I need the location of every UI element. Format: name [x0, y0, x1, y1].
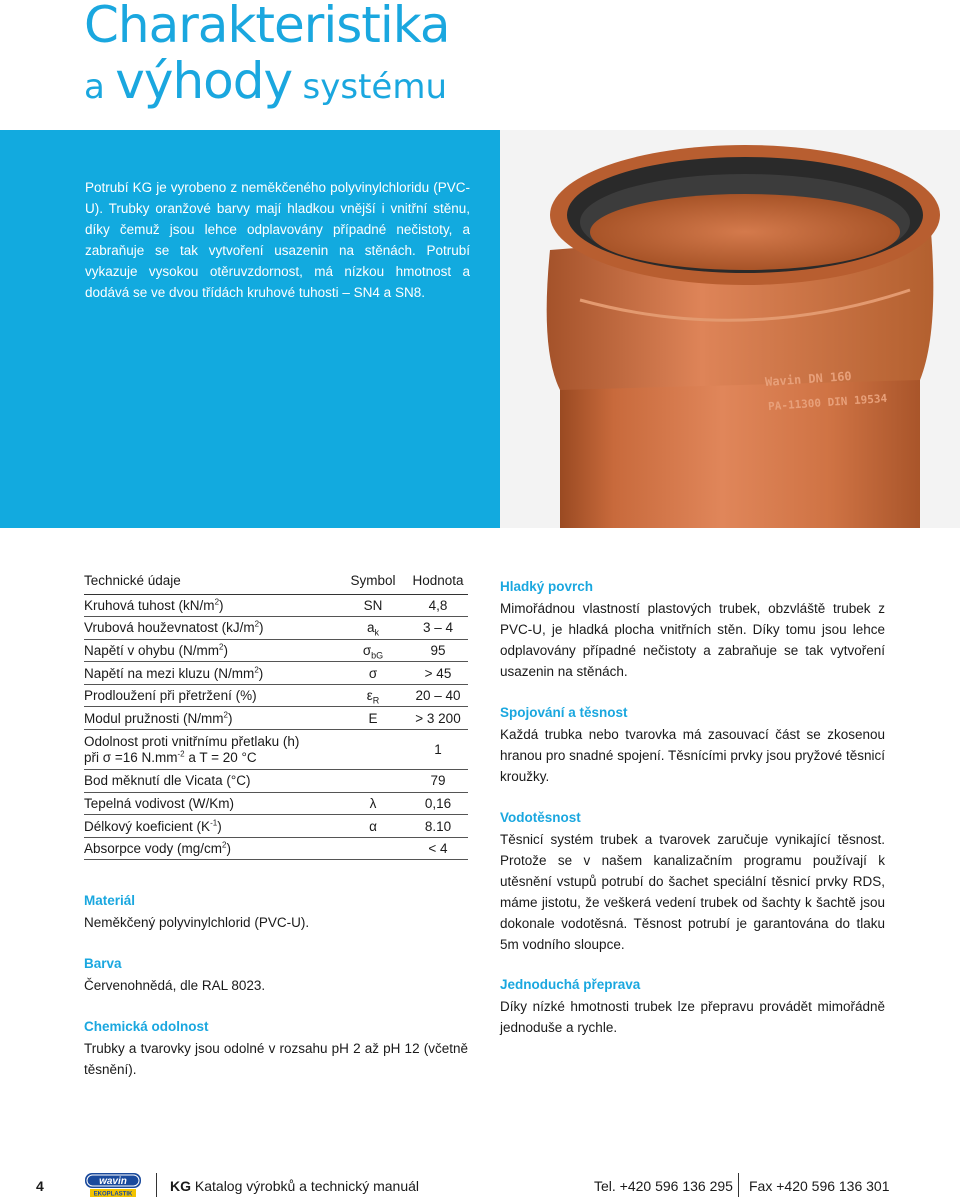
- section-heading: Chemická odolnost: [84, 1019, 209, 1034]
- footer-fax: Fax +420 596 136 301: [749, 1178, 890, 1194]
- table-row: [84, 730, 468, 770]
- table-row: [84, 815, 468, 838]
- table-row: [84, 662, 468, 685]
- header-symbol: Symbol: [338, 572, 408, 594]
- row-symbol: [338, 770, 408, 793]
- row-symbol: $\varepsilon_R$: [338, 684, 408, 707]
- footer-divider: [156, 1173, 157, 1197]
- row-name: Napětí na mezi kluzu $(N/mm^2)$: [84, 662, 338, 685]
- row-name: Napětí v ohybu $(N/mm^2)$: [84, 639, 338, 662]
- title-line-1: Charakteristika: [84, 0, 450, 54]
- section-heading: Vodotěsnost: [500, 810, 581, 825]
- row-value: > 45: [408, 662, 468, 685]
- table-row: [84, 684, 468, 707]
- row-symbol: SN: [338, 594, 408, 617]
- footer-phone: Tel. +420 596 136 295: [594, 1178, 733, 1194]
- row-value: 95: [408, 639, 468, 662]
- catalog-title: [170, 1178, 419, 1194]
- footer-divider: [738, 1173, 739, 1197]
- row-value: 79: [408, 770, 468, 793]
- section-text: Každá trubka nebo tvarovka má zasouvací část se zkosenou hranou pro snadné spojení. Těsnícími prvky jsou pryžové těsnicí kroužky.: [500, 727, 885, 784]
- row-value: 1: [408, 730, 468, 770]
- section-transport: [500, 975, 885, 1038]
- header-value: Hodnota: [408, 572, 468, 594]
- table-row: [84, 837, 468, 860]
- row-value: > 3 200: [408, 707, 468, 730]
- row-name: Kruhová tuhost $(kN/m^2)$: [84, 594, 338, 617]
- table-row: [84, 617, 468, 640]
- technical-data-table: [84, 572, 468, 860]
- title-word-systemu: systému: [302, 67, 448, 107]
- section-text: Díky nízké hmotnosti trubek lze přepravu provádět mimořádně jednoduše a rychle.: [500, 999, 885, 1035]
- row-symbol: $\sigma_{bG}$: [338, 639, 408, 662]
- row-name: Délkový koeficient $(K^{-1})$: [84, 815, 338, 838]
- catalog-title-bold: KG: [170, 1178, 191, 1194]
- title-word-a: a: [84, 67, 105, 107]
- row-name: Absorpce vody $(mg/cm^2)$: [84, 837, 338, 860]
- page-number: 4: [36, 1178, 44, 1194]
- title-line-2: [84, 52, 449, 110]
- page-title: [84, 0, 450, 110]
- row-name: Odolnost proti vnitřnímu přetlaku (h) při σ =16 $N.mm^{-2}$ a T = 20 °C: [84, 730, 338, 770]
- logo-wavin-text: wavin: [99, 1176, 127, 1187]
- section-text: Těsnicí systém trubek a tvarovek zaručuje vynikající těsnost. Protože se v našem kanalizačním programu používají k utěsnění vstupů potrubí do šachet speciální těsnicí prvky RDS, máme jistotu, že veškerá vedení trubek od šachty k šachtě jsou dokonale vodotěsná. Těsnost potrubí je garantována do tlaku 5m vodního sloupce.: [500, 832, 885, 952]
- row-value: 4,8: [408, 594, 468, 617]
- table-row: [84, 792, 468, 815]
- row-symbol: σ: [338, 662, 408, 685]
- section-material: [84, 891, 468, 933]
- row-symbol: λ: [338, 792, 408, 815]
- section-heading: Spojování a těsnost: [500, 705, 628, 720]
- header-name: Technické údaje: [84, 572, 338, 594]
- section-text: Neměkčený polyvinylchlorid (PVC-U).: [84, 915, 310, 930]
- catalog-title-rest: Katalog výrobků a technický manuál: [191, 1178, 420, 1194]
- title-word-vyhody: výhody: [115, 52, 293, 110]
- row-value: < 4: [408, 837, 468, 860]
- row-symbol: $a_k$: [338, 617, 408, 640]
- wavin-ekoplastik-logo: [84, 1172, 142, 1198]
- pipe-photo: [500, 130, 960, 528]
- table-row: [84, 707, 468, 730]
- section-heading: Barva: [84, 956, 122, 971]
- table-row: [84, 594, 468, 617]
- section-smooth-surface: [500, 577, 885, 682]
- table-header-row: [84, 572, 468, 594]
- row-name: Prodloužení při přetržení (%): [84, 684, 338, 707]
- section-color: [84, 954, 468, 996]
- row-name: Vrubová houževnatost $(kJ/m^2)$: [84, 617, 338, 640]
- section-text: Červenohnědá, dle RAL 8023.: [84, 978, 266, 993]
- section-heading: Materiál: [84, 893, 136, 908]
- intro-text: Potrubí KG je vyrobeno z neměkčeného polyvinylchloridu (PVC-U). Trubky oranžové barvy mají hladkou vnější i vnitřní stěnu, díky čemuž jsou lehce odplavovány případné nečistoty, a zabraňuje se tak vytvoření usazenin na stěnách. Potrubí vykazuje vysokou otěruvzdornost, má nízkou hmotnost a dodává se ve dvou třídách kruhové tuhosti – SN4 a SN8.: [85, 180, 470, 300]
- section-joining: [500, 703, 885, 787]
- section-heading: Jednoduchá přeprava: [500, 977, 641, 992]
- section-watertightness: [500, 808, 885, 955]
- logo-ekoplastik-text: EKOPLASTIK: [93, 1191, 133, 1198]
- row-value: 8.10: [408, 815, 468, 838]
- row-symbol: [338, 837, 408, 860]
- row-value: 3 – 4: [408, 617, 468, 640]
- row-name: Bod měknutí dle Vicata (°C): [84, 770, 338, 793]
- row-value: 20 – 40: [408, 684, 468, 707]
- row-symbol: [338, 730, 408, 770]
- row-name: Modul pružnosti $(N/mm^2)$: [84, 707, 338, 730]
- row-name: Tepelná vodivost (W/Km): [84, 792, 338, 815]
- pipe-illustration: [500, 130, 960, 528]
- section-text: Trubky a tvarovky jsou odolné v rozsahu pH 2 až pH 12 (včetně těsnění).: [84, 1041, 468, 1077]
- pipe-print-line-2: PA-11300 DIN 19534: [767, 391, 888, 414]
- section-text: Mimořádnou vlastností plastových trubek, obzvláště trubek z PVC-U, je hladká plocha vnitřních stěn. Díky tomu jsou lehce odplavovány případné nečistoty a zabraňuje se tak vytvoření usazenin na stěnách.: [500, 601, 885, 679]
- row-symbol: E: [338, 707, 408, 730]
- row-value: 0,16: [408, 792, 468, 815]
- table-row: [84, 770, 468, 793]
- row-symbol: α: [338, 815, 408, 838]
- section-heading: Hladký povrch: [500, 579, 594, 594]
- pipe-print-line-1: Wavin DN 160: [764, 368, 853, 390]
- table-row: [84, 639, 468, 662]
- section-chemical-resistance: [84, 1017, 468, 1080]
